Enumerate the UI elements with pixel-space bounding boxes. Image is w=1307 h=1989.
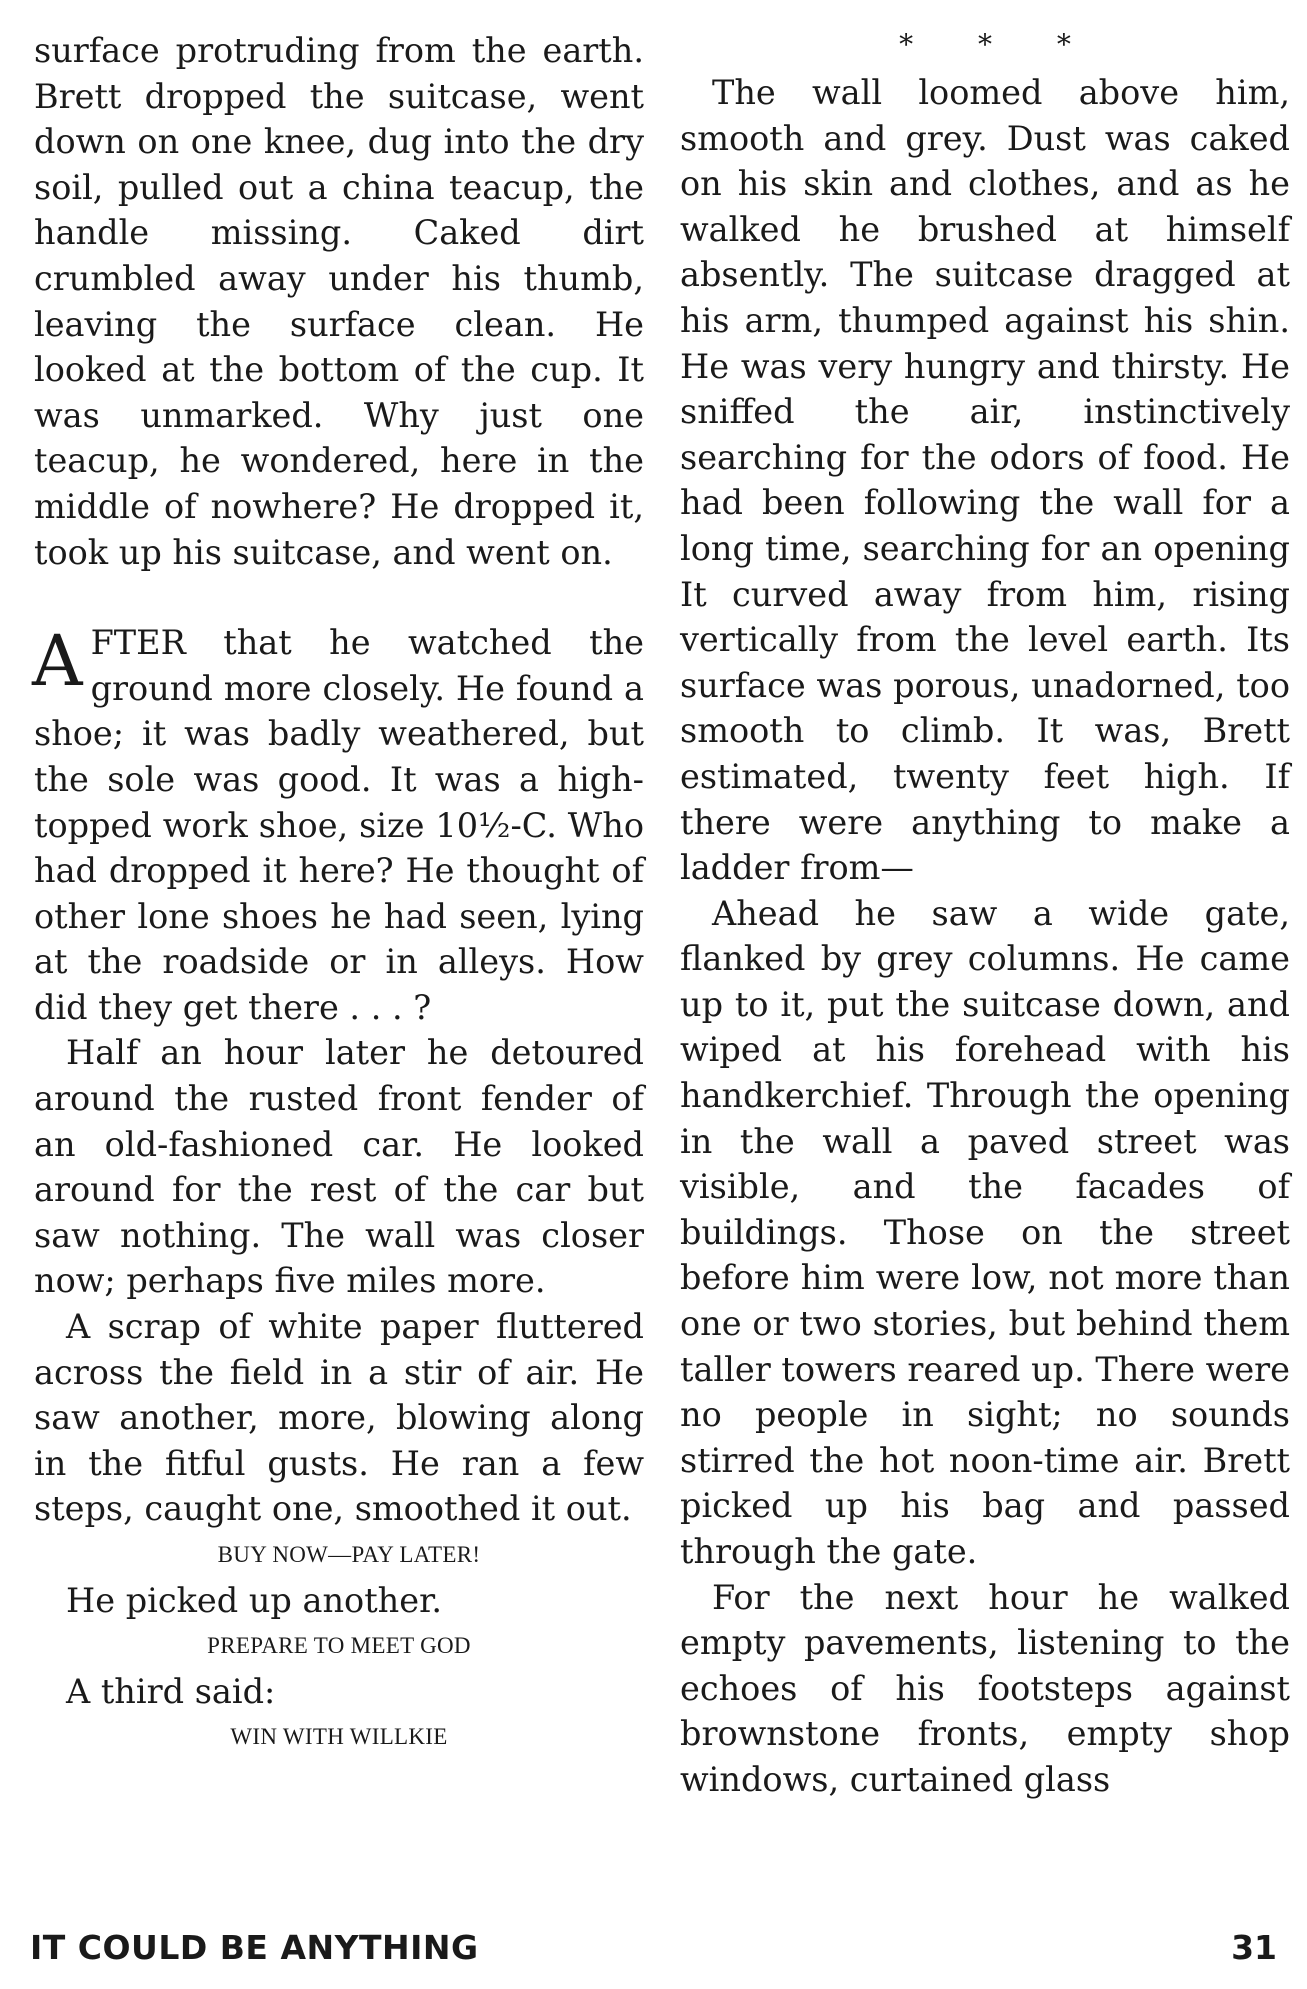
sign-text-1: BUY NOW—PAY LATER! xyxy=(217,1542,481,1567)
page-number: 31 xyxy=(1231,1928,1277,1967)
left-paragraph-1: surface protruding from the earth. Brett dropped the suitcase, went down on one knee, dug into the dry soil, pulled out a china teacup, the handle missing. Caked dirt crumbled away under his thumb, leaving the surface clean. He looked at the bottom of the cup. It was unmarked. Why just one teacup, he wondered, here in the middle of nowhere? He dropped it, took up his suitcase, and went on. xyxy=(34,31,644,572)
sign-text-2: PREPARE TO MEET GOD xyxy=(207,1633,471,1659)
left-paragraph-5: He picked up another. xyxy=(66,1580,443,1620)
left-column xyxy=(34,28,644,1760)
section-break xyxy=(34,575,644,620)
section-stars: * * * xyxy=(899,28,1099,61)
running-footer-title: IT COULD BE ANYTHING xyxy=(30,1928,479,1967)
right-paragraph-2: Ahead he saw a wide gate, flanked by grey columns. He came up to it, put the suitcase down, and wiped at his forehead with his handkerchief. Through the opening in the wall a paved street was visible, and the facades of buildings. Those on the street before him were low, not more than one or two stories, but behind them taller towers reared up. There were no people in sight; no sounds stirred the hot noon-time air. Brett picked up his bag and passed through the gate. xyxy=(680,893,1290,1571)
left-paragraph-3: Half an hour later he detoured around the rusted front fender of an old-fashioned car. He looked around for the rest of the car but saw nothing. The wall was closer now; perhaps five miles more. xyxy=(34,1033,644,1301)
sign-text-3: WIN WITH WILLKIE xyxy=(230,1724,448,1750)
right-column xyxy=(680,28,1290,1803)
drop-cap: A xyxy=(32,620,83,703)
left-paragraph-2-text: FTER that he watched the ground more closely. He found a shoe; it was badly weathered, but the sole was good. It was a high-topped work shoe, size 10½-C. Who had dropped it here? He thought of other lone shoes he had seen, lying at the roadside or in alleys. How did they get there . . . ? xyxy=(34,623,644,1027)
left-paragraph-2 xyxy=(34,620,644,1030)
left-paragraph-4: A scrap of white paper fluttered across the field in a stir of air. He saw another, more, blowing along in the fitful gusts. He ran a few steps, caught one, smoothed it out. xyxy=(34,1307,644,1529)
right-paragraph-1: The wall loomed above him, smooth and grey. Dust was caked on his skin and clothes, and as he walked he brushed at himself absently. The suitcase dragged at his arm, thumped against his shin. He was very hungry and thirsty. He sniffed the air, instinctively searching for the odors of food. He had been following the wall for a long time, searching for an opening It curved away from him, rising vertically from the level earth. Its surface was porous, unadorned, too smooth to climb. It was, Brett estimated, twenty feet high. If there were anything to make a ladder from— xyxy=(680,73,1290,888)
left-paragraph-6: A third said: xyxy=(66,1671,276,1711)
right-paragraph-3: For the next hour he walked empty pavements, listening to the echoes of his footsteps against brownstone fronts, empty shop windows, curtained glass xyxy=(680,1577,1290,1799)
